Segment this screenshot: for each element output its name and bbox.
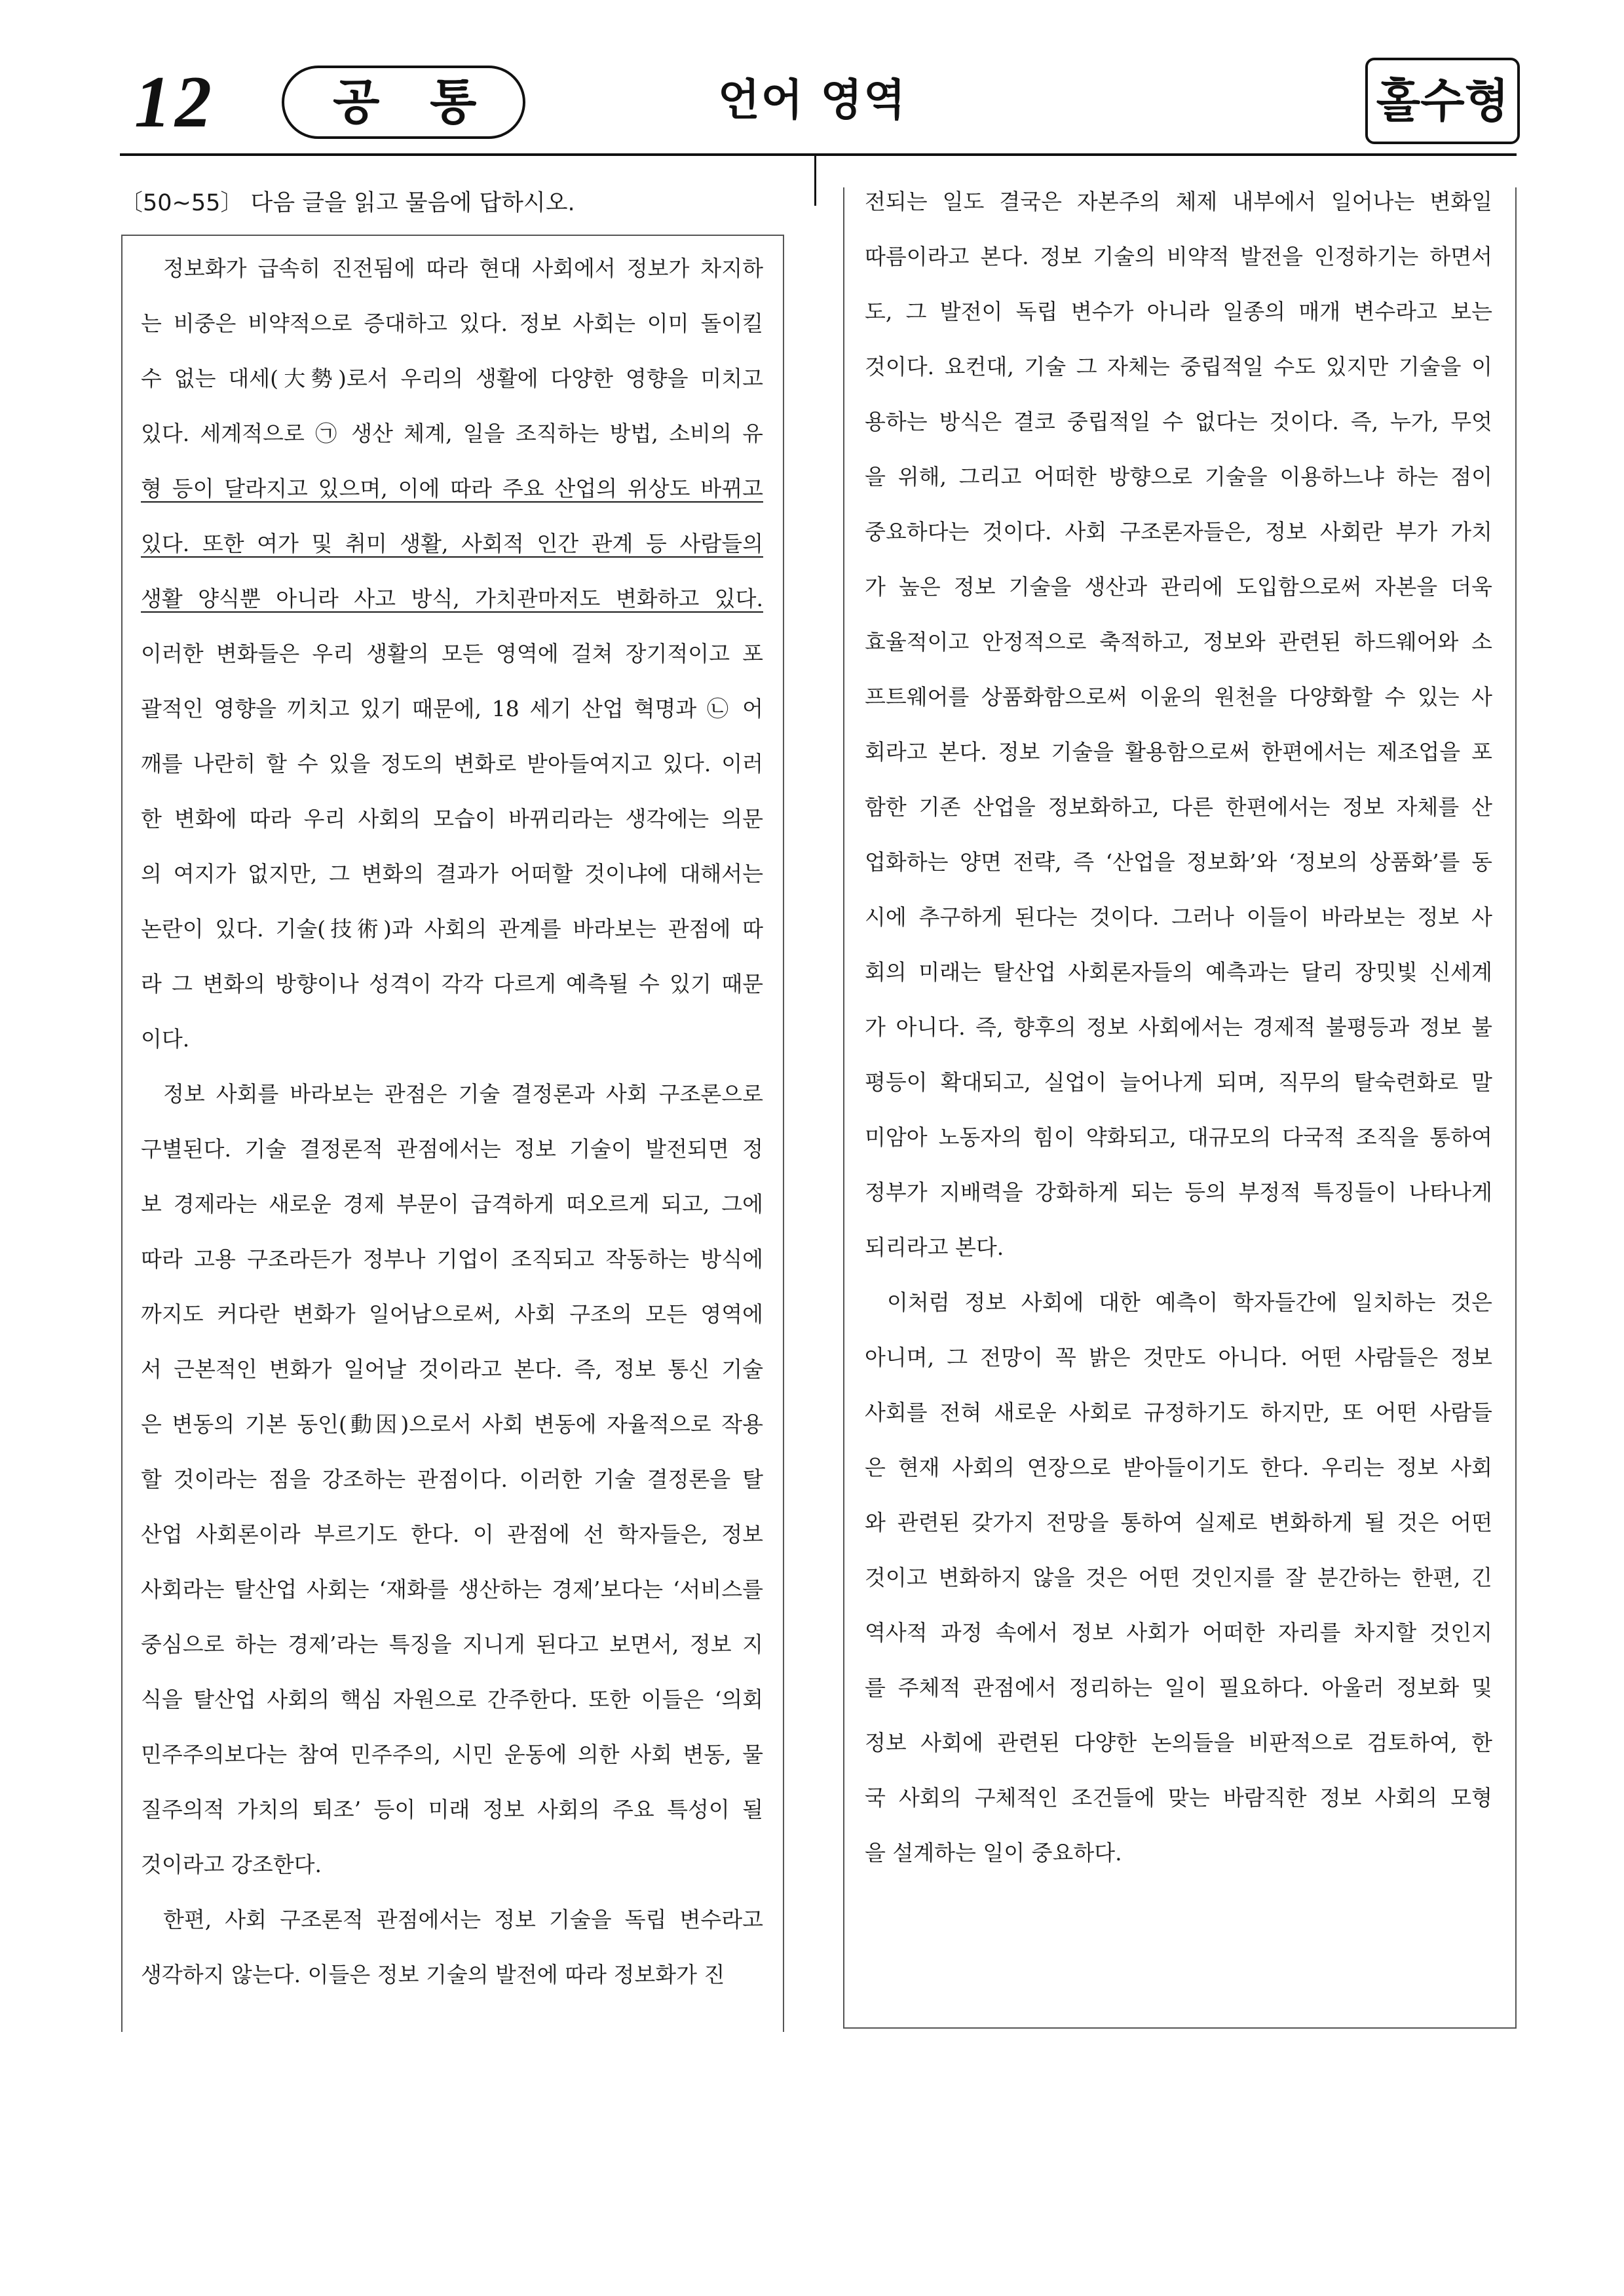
text-line: 을 위해, 그리고 어떠한 방향으로 기술을 이용하느냐 하는 점이 bbox=[865, 464, 1492, 489]
page-number: 12 bbox=[134, 62, 216, 143]
text-line: 보 경제라는 새로운 경제 부문이 급격하게 떠오르게 되고, 그에 bbox=[141, 1191, 763, 1217]
text-line: 은 변동의 기본 동인(動因)으로서 사회 변동에 자율적으로 작용 bbox=[141, 1411, 763, 1437]
text-line: 아니며, 그 전망이 꼭 밝은 것만도 아니다. 어떤 사람들은 정보 bbox=[865, 1345, 1492, 1370]
text-line: 중심으로 하는 경제’라는 특징을 지니게 된다고 보면서, 정보 지 bbox=[141, 1632, 763, 1657]
text-line: 평등이 확대되고, 실업이 늘어나게 되며, 직무의 탈숙련화로 말 bbox=[865, 1069, 1492, 1095]
text-line: 사회를 전혀 새로운 사회로 규정하기도 하지만, 또 어떤 사람들 bbox=[865, 1400, 1492, 1425]
text-line: 할 것이라는 점을 강조하는 관점이다. 이러한 기술 결정론을 탈 bbox=[141, 1466, 763, 1492]
text-line: 정보 사회를 바라보는 관점은 기술 결정론과 사회 구조론으로 bbox=[163, 1081, 763, 1107]
text-line: 이다. bbox=[141, 1026, 190, 1052]
text-line: 정보 사회에 관련된 다양한 논의들을 비판적으로 검토하여, 한 bbox=[865, 1730, 1492, 1755]
text-line: 것이고 변화하지 않을 것은 어떤 것인지를 잘 분간하는 한편, 긴 bbox=[865, 1565, 1492, 1590]
text-line: 효율적이고 안정적으로 축적하고, 정보와 관련된 하드웨어와 소 bbox=[865, 629, 1492, 655]
text-line: 민주주의보다는 참여 민주주의, 시민 운동에 의한 사회 변동, 물 bbox=[141, 1742, 763, 1767]
column-divider bbox=[814, 156, 816, 206]
text-line: 라 그 변화의 방향이나 성격이 각각 다르게 예측될 수 있기 때문 bbox=[141, 971, 763, 997]
text-line: 한 변화에 따라 우리 사회의 모습이 바뀌리라는 생각에는 의문 bbox=[141, 806, 763, 832]
text-line: 있다. 또한 여가 및 취미 생활, 사회적 인간 관계 등 사람들의 bbox=[141, 531, 763, 556]
text-line: 서 근본적인 변화가 일어날 것이라고 본다. 즉, 정보 통신 기술 bbox=[141, 1356, 763, 1382]
text-line: 따라 고용 구조라든가 정부나 기업이 조직되고 작동하는 방식에 bbox=[141, 1246, 763, 1272]
text-line: 함한 기존 산업을 정보화하고, 다른 한편에서는 정보 자체를 산 bbox=[865, 794, 1492, 820]
section-title: 언어 영역 bbox=[717, 75, 907, 125]
text-line: 까지도 커다란 변화가 일어남으로써, 사회 구조의 모든 영역에 bbox=[141, 1301, 763, 1327]
text-line: 도, 그 발전이 독립 변수가 아니라 일종의 매개 변수라고 보는 bbox=[865, 299, 1492, 324]
text-line: 와 관련된 갖가지 전망을 통하여 실제로 변화하게 될 것은 어떤 bbox=[865, 1510, 1492, 1535]
text-line: 가 아니다. 즉, 향후의 정보 사회에서는 경제적 불평등과 정보 불 bbox=[865, 1014, 1492, 1040]
text-line: 전되는 일도 결국은 자본주의 체제 내부에서 일어나는 변화일 bbox=[865, 189, 1492, 214]
text-line: 산업 사회론이라 부르기도 한다. 이 관점에 선 학자들은, 정보 bbox=[141, 1521, 763, 1547]
passage-right-column bbox=[865, 174, 1492, 1881]
text-line: 시에 추구하게 된다는 것이다. 그러나 이들이 바라보는 정보 사 bbox=[865, 904, 1492, 930]
text-line: 는 비중은 비약적으로 증대하고 있다. 정보 사회는 이미 돌이킬 bbox=[141, 311, 763, 336]
text-line: 중요하다는 것이다. 사회 구조론자들은, 정보 사회란 부가 가치 bbox=[865, 519, 1492, 545]
text-line: 사회라는 탈산업 사회는 ‘재화를 생산하는 경제’보다는 ‘서비스를 bbox=[141, 1577, 763, 1602]
text-line: 질주의적 가치의 퇴조’ 등이 미래 정보 사회의 주요 특성이 될 bbox=[141, 1797, 763, 1822]
text-line: 구별된다. 기술 결정론적 관점에서는 정보 기술이 발전되면 정 bbox=[141, 1136, 763, 1162]
text-line: 논란이 있다. 기술(技術)과 사회의 관계를 바라보는 관점에 따 bbox=[141, 916, 763, 942]
text-line: 은 현재 사회의 연장으로 받아들이기도 한다. 우리는 정보 사회 bbox=[865, 1455, 1492, 1480]
text-line: 을 설계하는 일이 중요하다. bbox=[865, 1840, 1122, 1866]
text-line: 프트웨어를 상품화함으로써 이윤의 원천을 다양화할 수 있는 사 bbox=[865, 684, 1492, 710]
text-line: 미암아 노동자의 힘이 약화되고, 대규모의 다국적 조직을 통하여 bbox=[865, 1124, 1492, 1150]
question-instruction: 〔50∼55〕 다음 글을 읽고 물음에 답하시오. bbox=[120, 190, 575, 216]
text-line: 이러한 변화들은 우리 생활의 모든 영역에 걸쳐 장기적이고 포 bbox=[141, 641, 763, 666]
text-line: 용하는 방식은 결코 중립적일 수 없다는 것이다. 즉, 누가, 무엇 bbox=[865, 409, 1492, 434]
text-line: 깨를 나란히 할 수 있을 정도의 변화로 받아들여지고 있다. 이러 bbox=[141, 751, 763, 776]
form-type-badge: 홀수형 bbox=[1365, 58, 1520, 144]
text-line: 되리라고 본다. bbox=[865, 1234, 1004, 1260]
text-line: 형 등이 달라지고 있으며, 이에 따라 주요 산업의 위상도 바뀌고 bbox=[141, 476, 763, 501]
text-line: 한편, 사회 구조론적 관점에서는 정보 기술을 독립 변수라고 bbox=[163, 1907, 763, 1932]
text-line: 생활 양식뿐 아니라 사고 방식, 가치관마저도 변화하고 있다. bbox=[141, 586, 763, 611]
text-line: 정부가 지배력을 강화하게 되는 등의 부정적 특징들이 나타나게 bbox=[865, 1179, 1492, 1205]
text-line: 식을 탈산업 사회의 핵심 자원으로 간주한다. 또한 이들은 ‘의회 bbox=[141, 1687, 763, 1712]
text-line: 이처럼 정보 사회에 대한 예측이 학자들간에 일치하는 것은 bbox=[887, 1290, 1492, 1315]
text-line: 것이라고 강조한다. bbox=[141, 1852, 322, 1877]
text-line: 따름이라고 본다. 정보 기술의 비약적 발전을 인정하기는 하면서 bbox=[865, 244, 1492, 269]
common-subject-badge bbox=[282, 66, 525, 139]
page-header bbox=[0, 0, 1624, 157]
passage-left-column bbox=[141, 241, 763, 2002]
text-line: 가 높은 정보 기술을 생산과 관리에 도입함으로써 자본을 더욱 bbox=[865, 574, 1492, 600]
text-line: 생각하지 않는다. 이들은 정보 기술의 발전에 따라 정보화가 진 bbox=[141, 1962, 725, 1987]
text-line: 국 사회의 구체적인 조건들에 맞는 바람직한 정보 사회의 모형 bbox=[865, 1785, 1492, 1810]
header-divider bbox=[120, 153, 1517, 156]
text-line: 역사적 과정 속에서 정보 사회가 어떠한 자리를 차지할 것인지 bbox=[865, 1620, 1492, 1645]
text-line: 정보화가 급속히 진전됨에 따라 현대 사회에서 정보가 차지하 bbox=[163, 256, 763, 281]
text-line: 괄적인 영향을 끼치고 있기 때문에, 18 세기 산업 혁명과 ㉡ 어 bbox=[141, 696, 763, 721]
text-line: 있다. 세계적으로 ㉠ 생산 체계, 일을 조직하는 방법, 소비의 유 bbox=[141, 421, 763, 446]
text-line: 것이다. 요컨대, 기술 그 자체는 중립적일 수도 있지만 기술을 이 bbox=[865, 354, 1492, 379]
text-line: 회의 미래는 탈산업 사회론자들의 예측과는 달리 장밋빛 신세계 bbox=[865, 959, 1492, 985]
text-line: 회라고 본다. 정보 기술을 활용함으로써 한편에서는 제조업을 포 bbox=[865, 739, 1492, 765]
common-badge-char-1: 공 bbox=[333, 74, 380, 130]
text-line: 수 없는 대세(大勢)로서 우리의 생활에 다양한 영향을 미치고 bbox=[141, 366, 763, 391]
common-badge-char-2: 통 bbox=[430, 74, 477, 130]
text-line: 업화하는 양면 전략, 즉 ‘산업을 정보화’와 ‘정보의 상품화’를 동 bbox=[865, 849, 1492, 875]
text-line: 의 여지가 없지만, 그 변화의 결과가 어떠할 것이냐에 대해서는 bbox=[141, 861, 763, 887]
text-line: 를 주체적 관점에서 정리하는 일이 필요하다. 아울러 정보화 및 bbox=[865, 1675, 1492, 1700]
